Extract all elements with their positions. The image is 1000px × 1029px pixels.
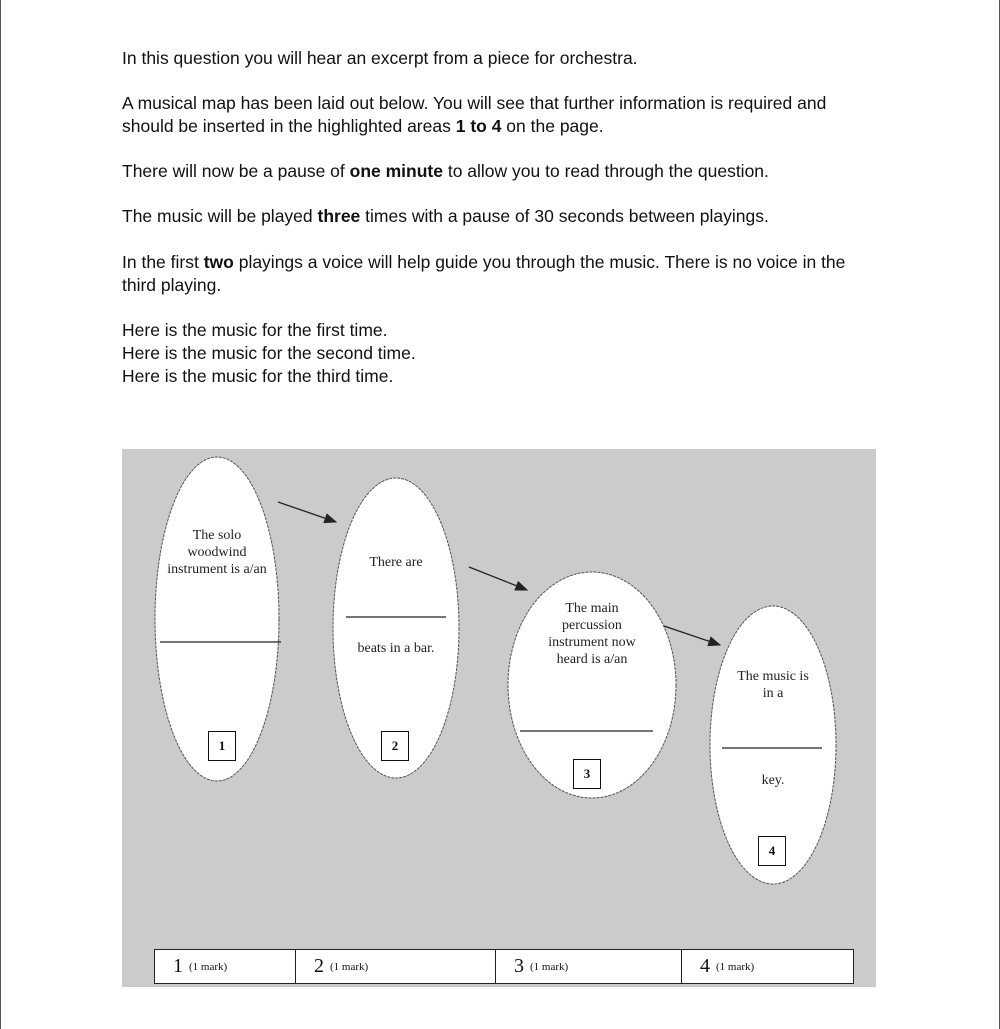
oval-3-prompt: The main percussion instrument now heard is a/an <box>548 601 636 667</box>
answer-table <box>154 949 854 984</box>
playing-2: Here is the music for the second time. <box>122 343 416 363</box>
area-number-1: 1 <box>208 731 236 761</box>
answer-cell-1[interactable]: 1 (1 mark) <box>155 950 296 983</box>
intro-paragraph-1: In this question you will hear an excerpt from a piece for orchestra. <box>122 48 638 68</box>
answer-cell-4[interactable]: 4 (1 mark) <box>700 955 755 977</box>
oval-4-prompt: The music is in a <box>737 669 809 701</box>
intro-paragraph-3: There will now be a pause of one minute to allow you to read through the question. <box>122 161 769 181</box>
arrow-1 <box>278 502 336 522</box>
answer-cell-2[interactable]: 2 (1 mark) <box>296 950 496 983</box>
answer-cell-3[interactable]: 3 (1 mark) <box>496 950 682 983</box>
area-number-4: 4 <box>758 836 786 866</box>
playing-3: Here is the music for the third time. <box>122 366 394 386</box>
oval-2-suffix: beats in a bar. <box>357 641 435 656</box>
playing-1: Here is the music for the first time. <box>122 320 388 340</box>
oval-2-prompt: There are <box>369 555 423 570</box>
arrow-3 <box>664 626 720 645</box>
intro-paragraph-5: In the first two playings a voice will help guide you through the music. There is no voice in the third playing. <box>122 252 846 295</box>
oval-1-prompt: The solo woodwind instrument is a/an <box>167 528 267 577</box>
oval-4-suffix: key. <box>761 773 785 788</box>
intro-paragraph-2: A musical map has been laid out below. You will see that further information is required and should be inserted in the highlighted areas 1 to 4 on the page. <box>122 93 827 136</box>
area-number-2: 2 <box>381 731 409 761</box>
arrow-2 <box>469 567 527 590</box>
intro-paragraph-4: The music will be played three times with a pause of 30 seconds between playings. <box>122 206 769 226</box>
area-number-3: 3 <box>573 759 601 789</box>
